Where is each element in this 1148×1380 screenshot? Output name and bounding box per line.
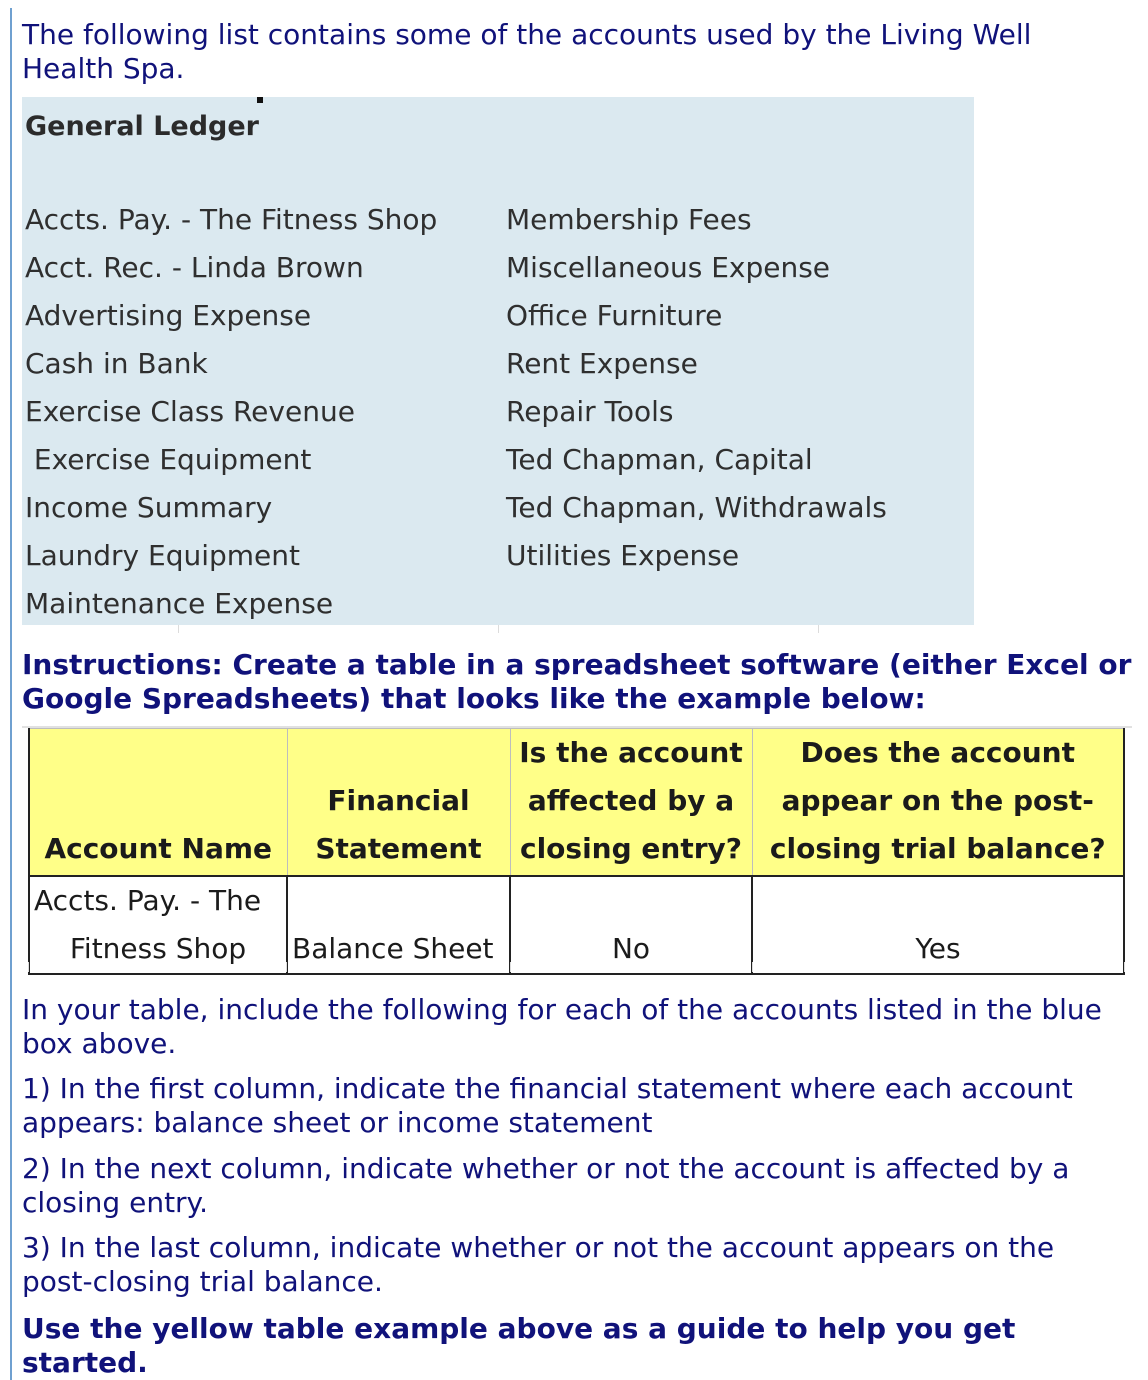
grid-divider <box>28 962 29 972</box>
grid-divider <box>178 625 179 633</box>
ledger-account: Miscellaneous Expense <box>506 251 831 284</box>
intro-text: The following list contains some of the accounts used by the Living Well Health Spa. <box>22 18 1032 85</box>
header-financial-statement <box>287 729 510 877</box>
ledger-account: Laundry Equipment <box>25 539 300 572</box>
cell-financial-statement: Balance Sheet <box>287 876 510 974</box>
body-paragraph-1: In your table, include the following for each of the accounts listed in the blue box above. <box>22 993 1102 1060</box>
ledger-account: Repair Tools <box>506 395 674 428</box>
header-text: affected by a <box>527 784 735 817</box>
header-closing-entry <box>510 729 752 877</box>
ledger-account: Cash in Bank <box>25 347 208 380</box>
cell-closing-entry: No <box>510 876 752 974</box>
left-border <box>10 8 12 1380</box>
header-text: closing entry? <box>519 832 743 865</box>
table-row <box>29 876 1124 974</box>
cell-text: Fitness Shop <box>69 932 247 965</box>
instructions-text: Instructions: Create a table in a spreadsheet software (either Excel or Google Spreadsheets) that looks like the example below: <box>22 648 1132 715</box>
example-table <box>28 728 1125 975</box>
ledger-account: Exercise Equipment <box>25 443 312 476</box>
ledger-account: Rent Expense <box>506 347 698 380</box>
ledger-account: Exercise Class Revenue <box>25 395 355 428</box>
header-text: appear on the post- <box>781 784 1094 817</box>
ledger-title: General Ledger <box>25 111 259 142</box>
ledger-account: Ted Chapman, Withdrawals <box>506 491 887 524</box>
header-text: Does the account <box>800 736 1076 769</box>
header-text: Financial <box>327 784 470 817</box>
ledger-account: Office Furniture <box>506 299 723 332</box>
ledger-account: Income Summary <box>25 491 273 524</box>
grid-divider <box>1124 962 1125 972</box>
body-paragraph-3: 2) In the next column, indicate whether or not the account is affected by a closing entry. <box>22 1152 1070 1219</box>
body-paragraph-4: 3) In the last column, indicate whether or not the account appears on the post-closing trial balance. <box>22 1231 1055 1298</box>
header-text: Account Name <box>44 832 273 865</box>
grid-divider <box>752 962 753 972</box>
header-text: Is the account <box>519 736 743 769</box>
grid-divider <box>286 962 287 972</box>
body-paragraph-2: 1) In the first column, indicate the financial statement where each account appears: balance sheet or income statement <box>22 1072 1073 1139</box>
ledger-account: Advertising Expense <box>25 299 312 332</box>
ledger-account: Acct. Rec. - Linda Brown <box>25 251 364 284</box>
table-header-row <box>29 729 1124 877</box>
body-paragraph-5: Use the yellow table example above as a guide to help you get started. <box>22 1312 1016 1379</box>
header-text: Statement <box>315 832 482 865</box>
ledger-account: Ted Chapman, Capital <box>506 443 813 476</box>
header-account-name <box>29 729 287 877</box>
ledger-account: Maintenance Expense <box>25 587 334 620</box>
cell-account-name <box>29 876 287 974</box>
cell-post-closing: Yes <box>752 876 1124 974</box>
cursor-mark <box>257 97 263 103</box>
ledger-account: Accts. Pay. - The Fitness Shop <box>25 203 438 236</box>
ledger-column-a <box>25 196 437 628</box>
general-ledger-box <box>22 97 974 625</box>
ledger-account: Membership Fees <box>506 203 752 236</box>
cell-text: Accts. Pay. - The <box>34 884 262 917</box>
grid-divider <box>498 625 499 633</box>
grid-divider <box>818 625 819 633</box>
grid-divider <box>510 962 511 972</box>
ledger-account: Utilities Expense <box>506 539 740 572</box>
header-post-closing <box>752 729 1124 877</box>
header-text: closing trial balance? <box>769 832 1106 865</box>
ledger-column-b <box>506 196 887 580</box>
